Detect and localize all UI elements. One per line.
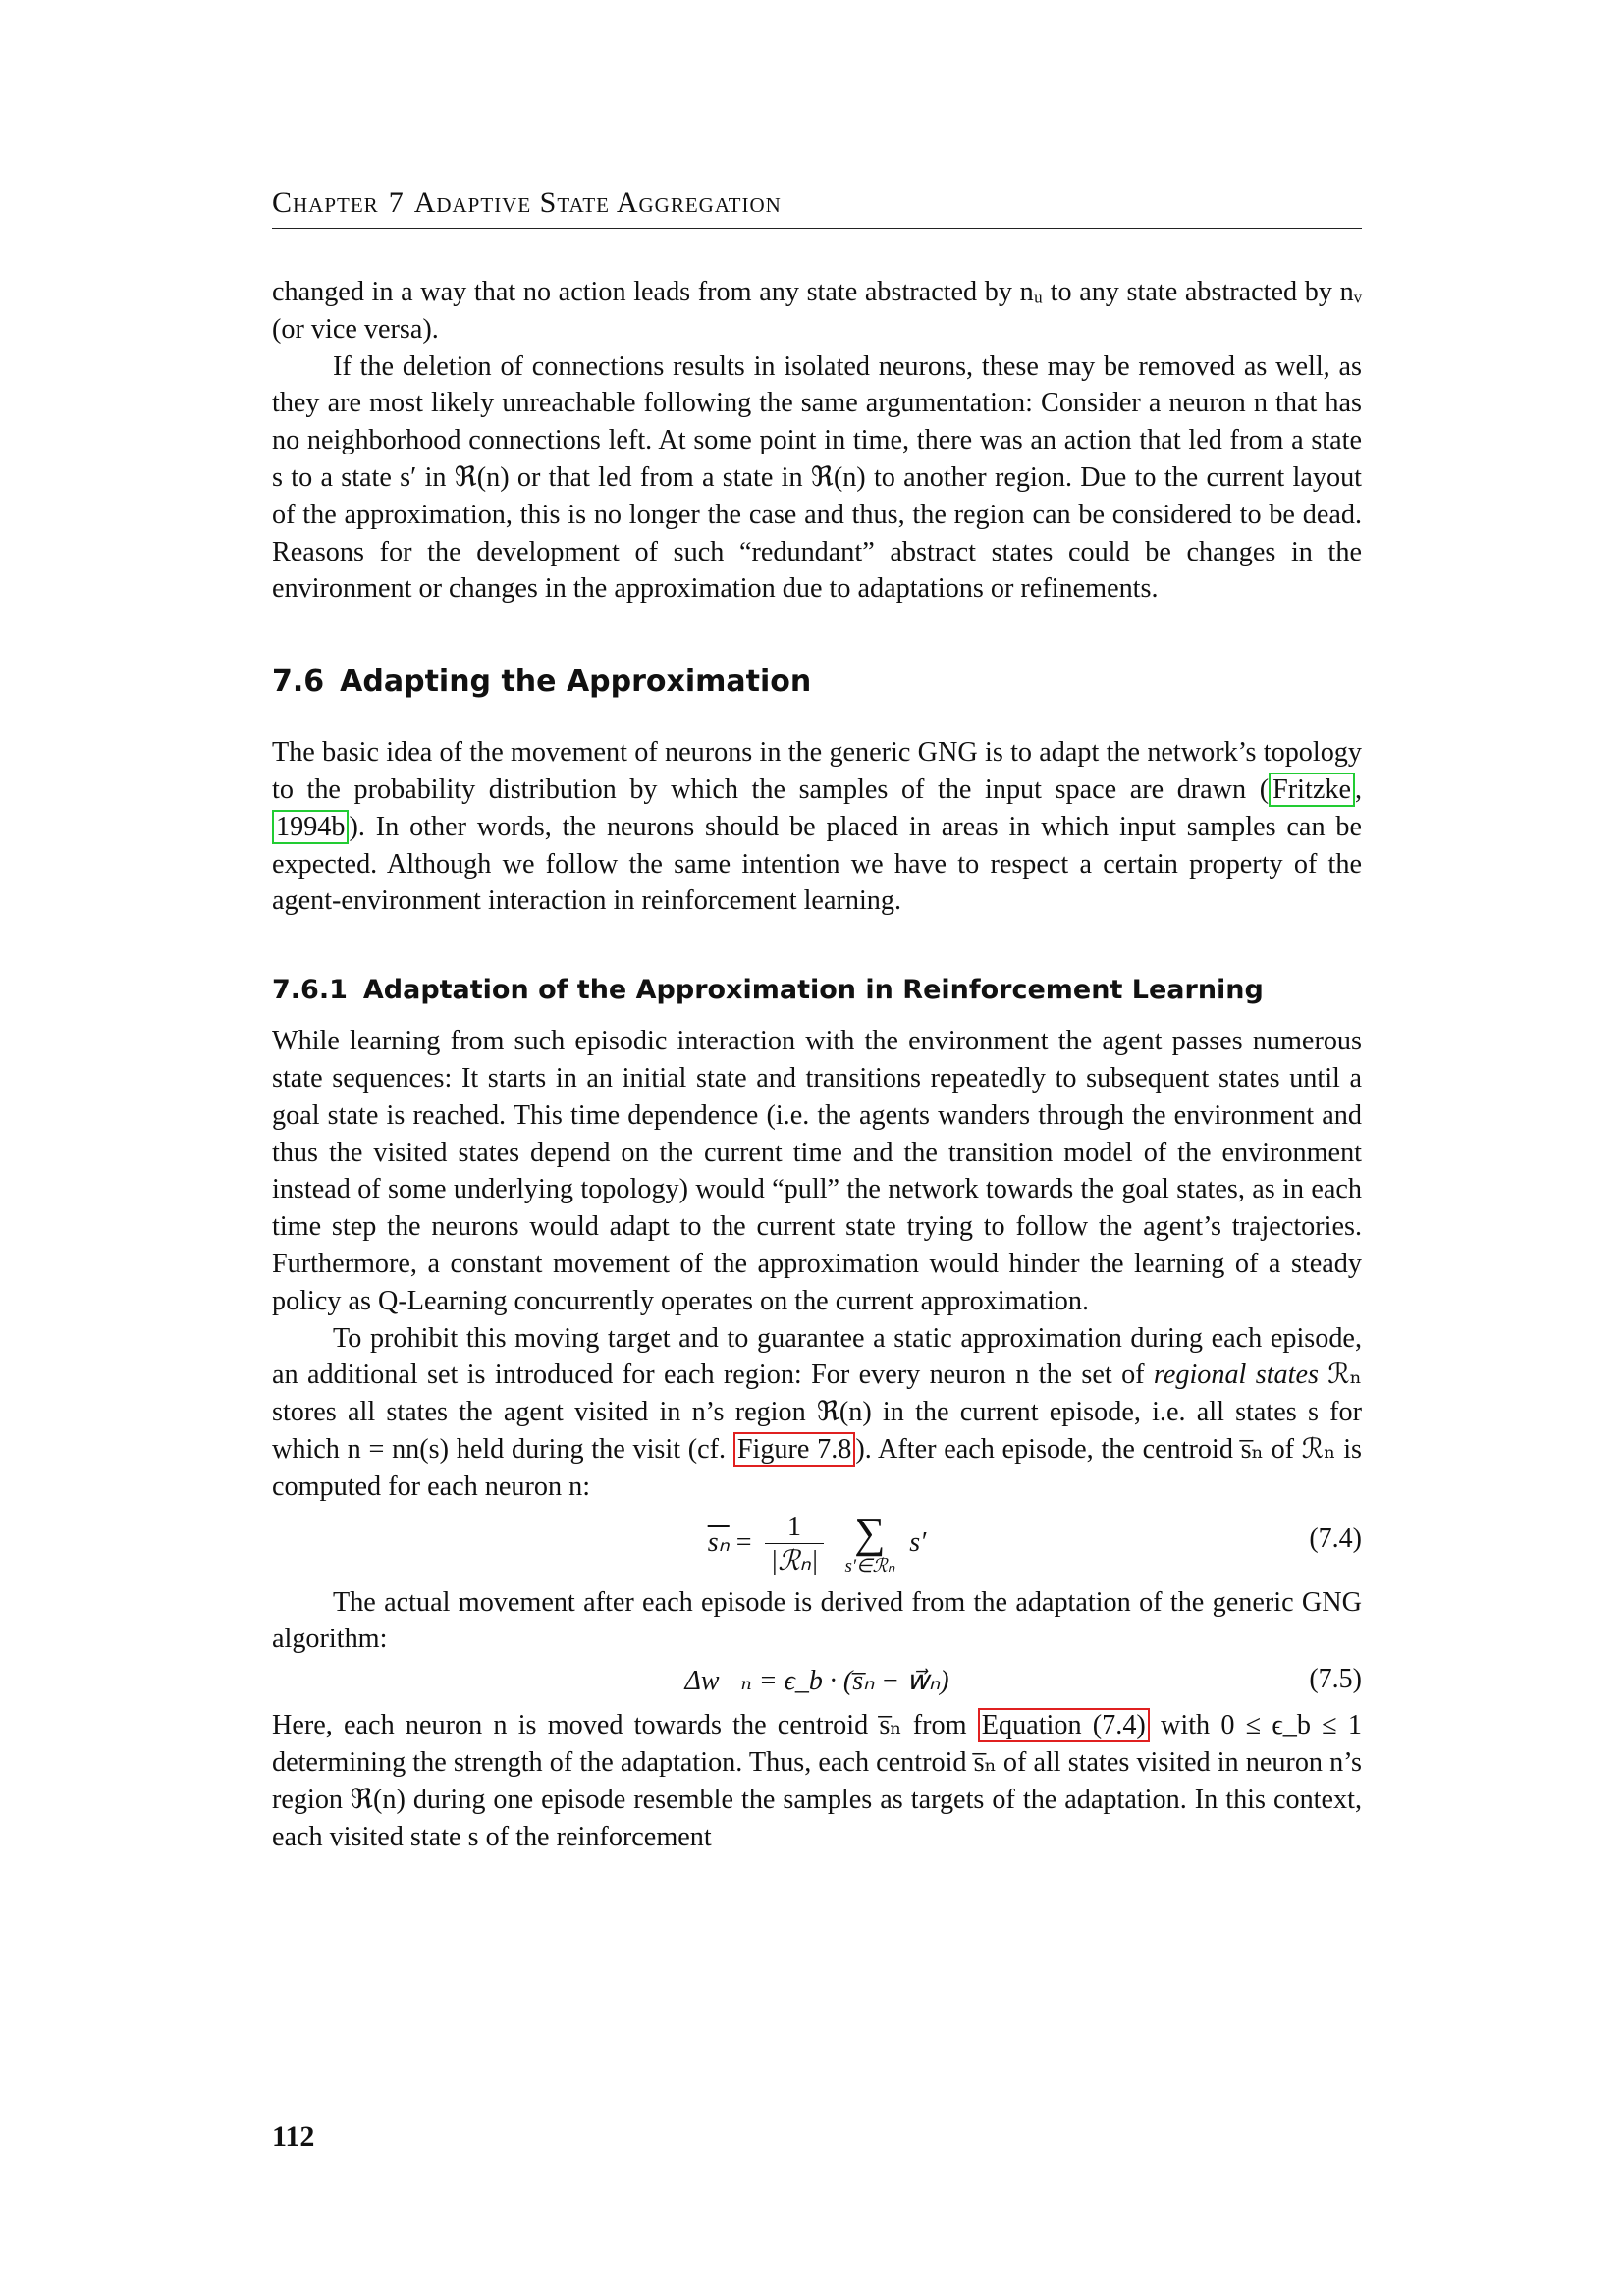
text-span: with 0 ≤ ϵ_b ≤ 1 determining the strength of the adaptation. Thus, each centroid s̅ₙ of all states visited in neuron n’s region ℜ(n) during one episode resemble the samples as targets of the adaptation. In this context, each visited state s of the reinforcement [272,1710,1363,1852]
eq-denominator: |ℛₙ| [770,1545,819,1576]
section-paragraph-text-a: The basic idea of the movement of neurons in the generic GNG is to adapt the network’s topology to the probability distribution by which the samples of the input space are drawn ( [272,737,1362,805]
paragraph-2: If the deletion of connections results in isolated neurons, these may be removed as well, as they are most likely unreachable following the same argumentation: Consider a neuron n that has no neighborhood connections left. At some point in time, there was an action that led from a state s to a state s′ in ℜ(n) or that led from a state in ℜ(n) to another region. Due to the current layout of the approximation, this is no longer the case and thus, the region can be considered to be dead. Reasons for the development of such “redundant” abstract states could be changes in the environment or changes in the approximation due to adaptations or refinements. [272,350,1362,605]
equation-7-4 [272,1506,1362,1584]
equation-7-5-body: Δw⃗ₙ = ϵ_b · (s̅ₙ − w⃗ₙ) [684,1666,949,1697]
eq-lhs: $\overline{s_n}$ [707,1526,730,1558]
section-heading [272,665,1362,699]
subsection-paragraph-4 [272,1707,1362,1855]
section-paragraph [272,734,1362,920]
text-span: To prohibit this moving target and to guarantee a static approximation during each episode, an additional set is introduced for each region: For every neuron n the set of [272,1322,1362,1391]
subsection-paragraph-2 [272,1320,1362,1506]
paragraph-1: changed in a way that no action leads from any state abstracted by nᵤ to any state abstracted by nᵥ (or vice versa). [272,277,1362,345]
citation-author-link[interactable]: Fritzke [1269,773,1355,807]
eq-term: s′ [909,1526,927,1558]
citation-year-link[interactable]: 1994b [272,810,349,844]
chapter-label: Chapter [272,187,379,219]
running-header [272,187,1362,229]
chapter-title: Adaptive State Aggregation [413,187,782,219]
equation-7-4-tag: (7.4) [1309,1522,1362,1554]
text-span: Here, each neuron n is moved towards the centroid s̅ₙ from [272,1710,978,1741]
page-number: 112 [272,2120,315,2153]
section-number: 7.6 [272,665,325,700]
eq-numerator: 1 [765,1512,825,1544]
eq-fraction [765,1512,825,1577]
text-span: ℛₙ stores all states the agent visited in n’s region ℜ(n) in the current episode, i.e. all states s for which n = nn(s) held during the visit (cf. [272,1360,1362,1465]
section-title: Adapting the Approximation [340,665,812,700]
page-content [272,187,1362,1855]
sum-symbol: ∑ [854,1508,886,1557]
equation-reference-link[interactable]: Equation (7.4) [978,1708,1150,1742]
citation-separator: , [1354,774,1362,805]
chapter-number: 7 [388,187,405,219]
eq-summation [844,1508,895,1577]
subsection-number: 7.6.1 [272,975,348,1006]
equation-7-5 [272,1658,1362,1707]
figure-reference-link[interactable]: Figure 7.8 [733,1432,856,1467]
text-span: ). After each episode, the centroid s̅ₙ of ℛₙ is computed for each neuron n: [272,1433,1363,1502]
section-paragraph-text-b: ). In other words, the neurons should be placed in areas in which input samples can be expected. Although we follow the same intention we have to respect a certain property of the agent-environment interaction in reinforcement learning. [272,811,1362,917]
subsection-paragraph-1: While learning from such episodic interaction with the environment the agent passes numerous state sequences: It starts in an initial state and transitions repeatedly to subsequent states until a goal state is reached. This time dependence (i.e. the agents wanders through the environment and thus the visited states depend on the current time and the transition model of the environment instead of some underlying topology) would “pull” the network towards the goal states, as in each time step the neurons would adapt to the current state trying to follow the agent’s trajectories. Furthermore, a constant movement of the approximation would hinder the learning of a steady policy as Q-Learning concurrently operates on the current approximation. [272,1026,1362,1316]
sum-subscript: s′∈ℛₙ [844,1555,895,1576]
equation-7-5-tag: (7.5) [1309,1664,1362,1695]
subsection-paragraph-3: The actual movement after each episode is derived from the adaptation of the generic GNG algorithm: [272,1586,1362,1655]
subsection-heading [272,975,1362,1005]
subsection-title: Adaptation of the Approximation in Reinforcement Learning [362,975,1264,1006]
equation-7-4-body: $\overline{s_n}$ = $\frac{1}{\text{|ℛₙ|}}$ ∑ s′∈ℛₙ s′ [707,1508,927,1576]
emphasis-regional-states: regional states [1153,1360,1319,1391]
